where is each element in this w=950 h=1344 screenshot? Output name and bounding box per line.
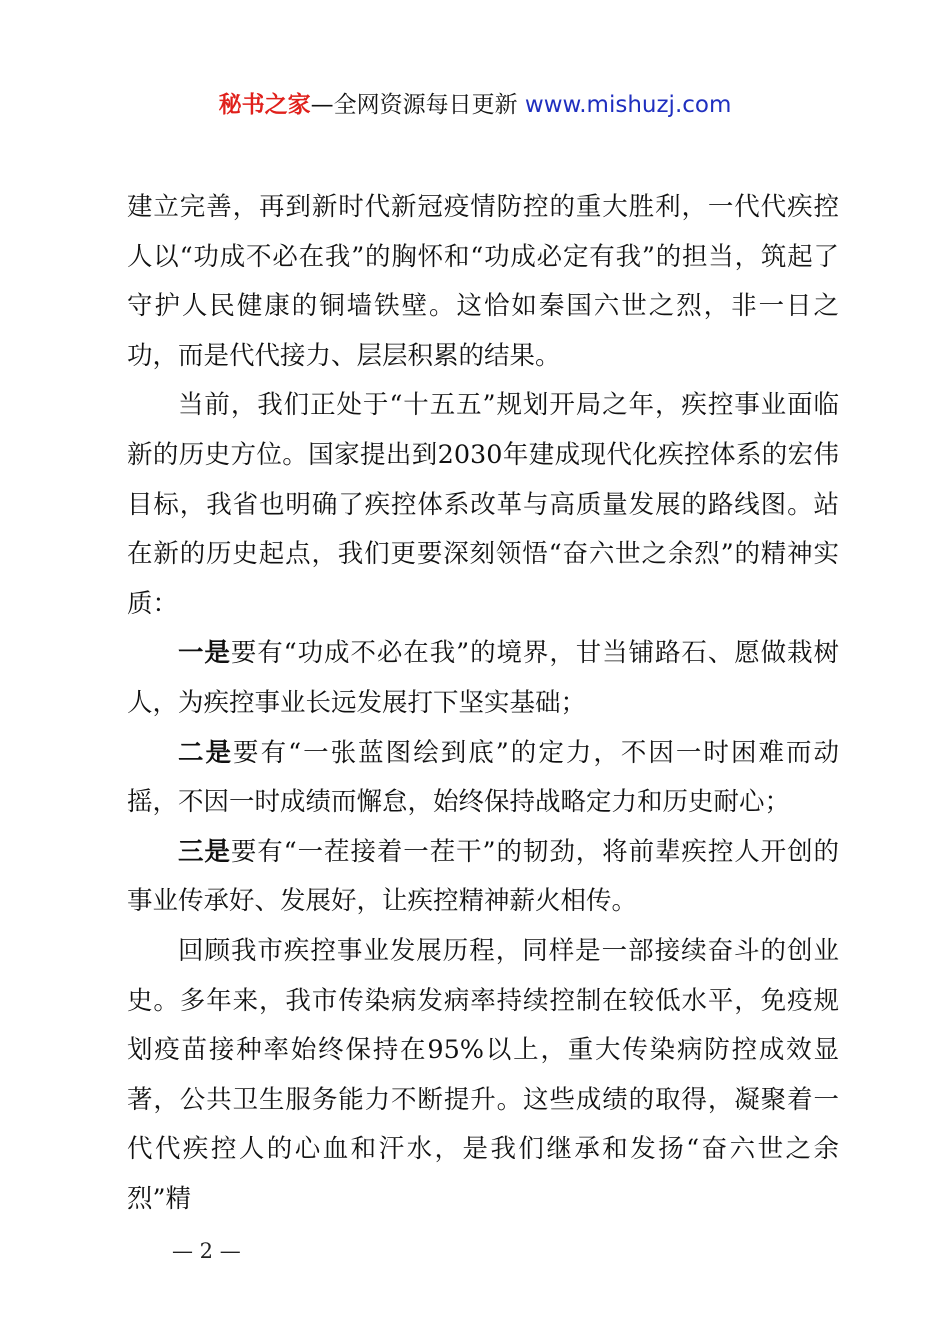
paragraph-current-situation: 当前，我们正处于“十五五”规划开局之年，疾控事业面临新的历史方位。国家提出到2030年建成现代化疾控体系的宏伟目标，我省也明确了疾控体系改革与高质量发展的路线图。站在新的历史起点，我们更要深刻领悟“奋六世之余烈”的精神实质： <box>127 390 839 619</box>
page-number: — 2 — <box>172 1239 241 1263</box>
paragraph-continued: 建立完善，再到新时代新冠疫情防控的重大胜利，一代代疾控人以“功成不必在我”的胸怀和“功成必定有我”的担当，筑起了守护人民健康的铜墙铁壁。这恰如秦国六世之烈，非一日之功，而是代代接力、层层积累的结果。 <box>127 192 839 371</box>
page-header <box>0 88 950 122</box>
paragraph-point-two: 二是要有“一张蓝图绘到底”的定力，不因一时困难而动摇，不因一时成绩而懈怠，始终保持战略定力和历史耐心； <box>127 737 839 818</box>
brand-name: 秘书之家 <box>218 92 311 118</box>
paragraph-point-one: 一是要有“功成不必在我”的境界，甘当铺路石、愿做栽树人，为疾控事业长远发展打下坚实基础； <box>127 638 839 718</box>
site-url-link[interactable]: www.mishuzj.com <box>524 92 732 118</box>
paragraph-history-review: 回顾我市疾控事业发展历程，同样是一部接续奋斗的创业史。多年来，我市传染病发病率持续控制在较低水平，免疫规划疫苗接种率始终保持在95%以上，重大传染病防控成效显著，公共卫生服务能力不断提升。这些成绩的取得，凝聚着一代代疾控人的心血和汗水，是我们继承和发扬“奋六世之余烈”精 <box>127 935 839 1214</box>
paragraph-point-three: 三是要有“一茬接着一茬干”的韧劲，将前辈疾控人开创的事业传承好、发展好，让疾控精神薪火相传。 <box>127 836 839 917</box>
header-slogan: —全网资源每日更新 <box>310 92 525 118</box>
point-two-lead: 二是 <box>178 737 234 768</box>
point-one-lead: 一是 <box>178 638 231 669</box>
point-three-lead: 三是 <box>178 836 231 867</box>
document-body <box>127 183 839 1224</box>
